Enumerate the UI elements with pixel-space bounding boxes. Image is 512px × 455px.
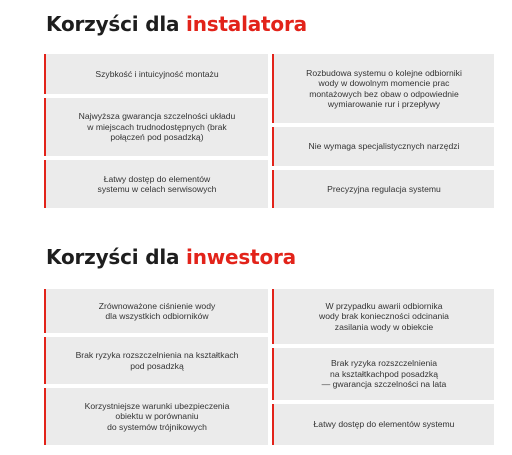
investor-benefit-card: Brak ryzyka rozszczelnienia na kształtkachpod posadzką — gwarancja szczelności na lata [272,348,494,400]
installer-title-prefix: Korzyści dla [46,12,187,36]
investor-benefit-card: W przypadku awarii odbiornika wody brak konieczności odcinania zasilania wody w obiekcie [272,289,494,344]
investor-title-prefix: Korzyści dla [46,245,187,269]
investor-title-accent: inwestora [186,245,296,269]
installer-benefit-card: Najwyższa gwarancja szczelności układu w miejscach trudnodostępnych (brak połączeń pod posadzką) [44,98,268,156]
investor-benefit-card: Korzystniejsze warunki ubezpieczenia obiektu w porównaniu do systemów trójnikowych [44,388,268,445]
installer-title-accent: instalatora [186,12,307,36]
installer-benefit-card: Rozbudowa systemu o kolejne odbiorniki wody w dowolnym momencie prac montażowych bez obaw o odpowiednie wymiarowanie rur i przepływy [272,54,494,123]
installer-benefit-card: Łatwy dostęp do elementów systemu w celach serwisowych [44,160,268,208]
installer-benefit-card: Nie wymaga specjalistycznych narzędzi [272,127,494,166]
investor-benefit-card: Brak ryzyka rozszczelnienia na kształtkach pod posadzką [44,337,268,384]
investor-benefit-card: Łatwy dostęp do elementów systemu [272,404,494,445]
installer-benefit-card: Szybkość i intuicyjność montażu [44,54,268,94]
investor-benefit-card: Zrównoważone ciśnienie wody dla wszystkich odbiorników [44,289,268,333]
installer-section-title [46,12,307,36]
investor-section-title [46,245,296,269]
installer-benefit-card: Precyzyjna regulacja systemu [272,170,494,208]
